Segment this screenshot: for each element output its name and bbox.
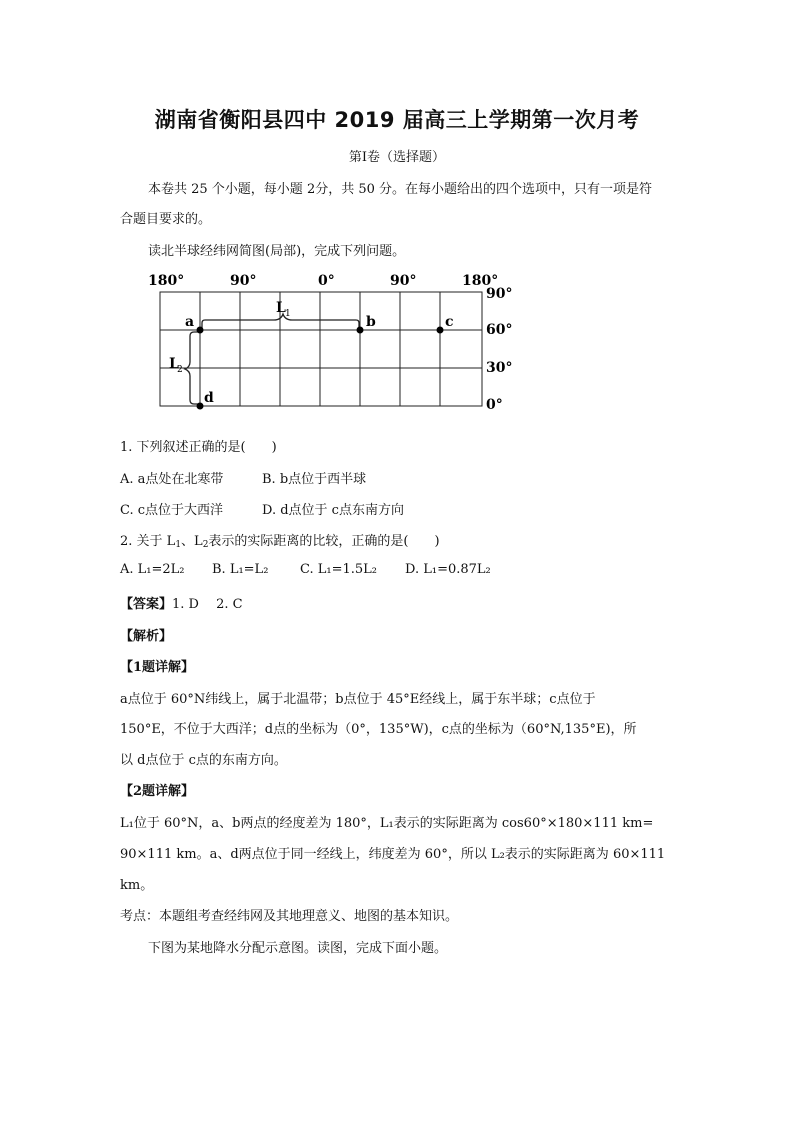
detail-2-line-2: 90×111 km。a、d两点位于同一经线上，纬度差为 60°，所以 L₂表示的实际距离为 60×111 (120, 847, 666, 862)
page-title: 湖南省衡阳县四中 2019 届高三上学期第一次月考 (154, 108, 640, 132)
l1-subscript: 1 (285, 309, 291, 319)
q2-option-b: B. L₁=L₂ (212, 562, 269, 577)
detail-1-line-1: a点位于 60°N纬线上，属于北温带；b点位于 45°E经线上，属于东半球；c点位于 (120, 692, 596, 707)
lon-label-180w: 180° (148, 273, 185, 289)
detail-1-label: 【1题详解】 (120, 660, 195, 675)
kaodian-note: 考点：本题组考查经纬网及其地理意义、地图的基本知识。 (120, 909, 459, 924)
intro-line-1: 本卷共 25 个小题，每小题 2分，共 50 分。在每小题给出的四个选项中，只有一项是符 (148, 182, 653, 197)
lat-label-90: 90° (486, 286, 513, 302)
point-a (197, 327, 204, 334)
q2-option-a: A. L₁=2L₂ (120, 562, 185, 577)
q1-option-b: B. b点位于西半球 (262, 472, 367, 487)
lon-label-0: 0° (318, 273, 335, 289)
point-d (197, 403, 204, 410)
q2-stem: 2. 关于 $L_1$、$L_2$表示的实际距离的比较，正确的是( ) (120, 534, 440, 550)
lon-label-90e: 90° (390, 273, 417, 289)
point-c (437, 327, 444, 334)
point-b (357, 327, 364, 334)
q1-option-d: D. d点位于 c点东南方向 (262, 503, 404, 518)
lat-label-30: 30° (486, 360, 513, 376)
analysis-label: 【解析】 (120, 629, 173, 644)
q1-stem: 1. 下列叙述正确的是( ) (120, 440, 277, 455)
l2-subscript: 2 (177, 365, 183, 375)
detail-2-line-1: L₁位于 60°N，a、b两点的经度差为 180°，L₁表示的实际距离为 cos60°×180×111 km= (120, 816, 654, 831)
q2-option-c: C. L₁=1.5L₂ (300, 562, 378, 577)
lon-label-90w: 90° (230, 273, 257, 289)
detail-1-line-2: 150°E，不位于大西洋；d点的坐标为（0°，135°W)，c点的坐标为（60°N,135°E)，所 (120, 722, 637, 737)
intro-line-2: 合题目要求的。 (120, 212, 212, 227)
detail-2-label: 【2题详解】 (120, 784, 195, 799)
l2-label: L (169, 356, 179, 372)
detail-2-line-3: km。 (120, 878, 154, 893)
point-label-c: c (445, 314, 454, 330)
l1-label: L (276, 300, 286, 316)
lat-label-60: 60° (486, 322, 513, 338)
q2-option-d: D. L₁=0.87L₂ (405, 562, 491, 577)
section-subtitle: 第Ⅰ卷（选择题） (348, 150, 446, 165)
graticule-figure (140, 268, 530, 418)
lon-label-180e: 180° (462, 273, 499, 289)
grid (160, 292, 482, 406)
point-label-d: d (204, 390, 214, 406)
q1-option-c: C. c点位于大西洋 (120, 503, 224, 518)
point-label-a: a (185, 314, 195, 330)
point-label-b: b (366, 314, 376, 330)
detail-1-line-3: 以 d点位于 c点的东南方向。 (120, 753, 287, 768)
q1-option-a: A. a点处在北寒带 (120, 472, 224, 487)
read-prompt: 读北半球经纬网简图(局部)，完成下列问题。 (148, 244, 406, 259)
next-prompt: 下图为某地降水分配示意图。读图，完成下面小题。 (148, 941, 448, 956)
lat-label-0: 0° (486, 397, 503, 413)
answer-line: 【答案】1. D 2. C (120, 597, 243, 612)
